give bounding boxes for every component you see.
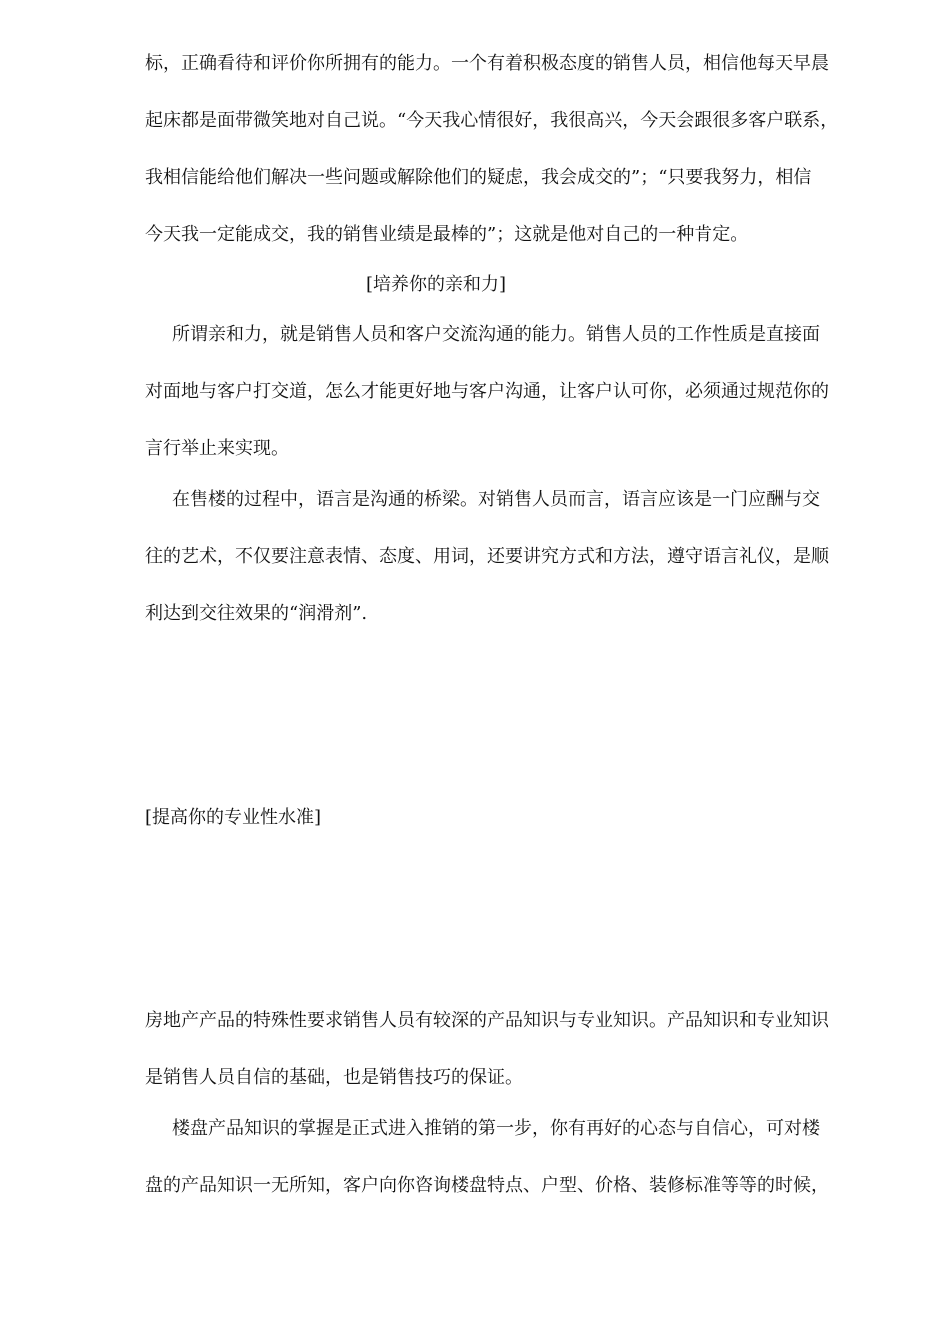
paragraph-line: 今天我一定能成交，我的销售业绩是最棒的”；这就是他对自己的一种肯定。 — [145, 224, 749, 245]
paragraph-line: 言行举止来实现。 — [145, 438, 289, 459]
section-heading-professional: [提高你的专业性水准] — [145, 807, 322, 828]
section-heading-affinity: [培养你的亲和力] — [366, 274, 507, 295]
paragraph-line: 盘的产品知识一无所知，客户向你咨询楼盘特点、户型、价格、装修标准等等的时候， — [145, 1175, 829, 1196]
paragraph-line: 往的艺术，不仅要注意表情、态度、用词，还要讲究方式和方法，遵守语言礼仪，是顺 — [145, 546, 829, 567]
paragraph-line: 利达到交往效果的“润滑剂”. — [145, 603, 368, 624]
paragraph-line: 起床都是面带微笑地对自己说。“今天我心情很好，我很高兴，今天会跟很多客户联系， — [145, 110, 839, 131]
paragraph-line: 我相信能给他们解决一些问题或解除他们的疑虑，我会成交的”；“只要我努力，相信 — [145, 167, 812, 188]
paragraph-line: 对面地与客户打交道，怎么才能更好地与客户沟通，让客户认可你，必须通过规范你的 — [145, 381, 829, 402]
paragraph-line: 所谓亲和力，就是销售人员和客户交流沟通的能力。销售人员的工作性质是直接面 — [172, 324, 820, 345]
paragraph-line: 房地产产品的特殊性要求销售人员有较深的产品知识与专业知识。产品知识和专业知识 — [145, 1010, 829, 1031]
paragraph-line: 标，正确看待和评价你所拥有的能力。一个有着积极态度的销售人员，相信他每天早晨 — [145, 53, 829, 74]
paragraph-line: 是销售人员自信的基础，也是销售技巧的保证。 — [145, 1067, 523, 1088]
paragraph-line: 楼盘产品知识的掌握是正式进入推销的第一步，你有再好的心态与自信心，可对楼 — [172, 1118, 820, 1139]
paragraph-line: 在售楼的过程中，语言是沟通的桥梁。对销售人员而言，语言应该是一门应酬与交 — [172, 489, 820, 510]
